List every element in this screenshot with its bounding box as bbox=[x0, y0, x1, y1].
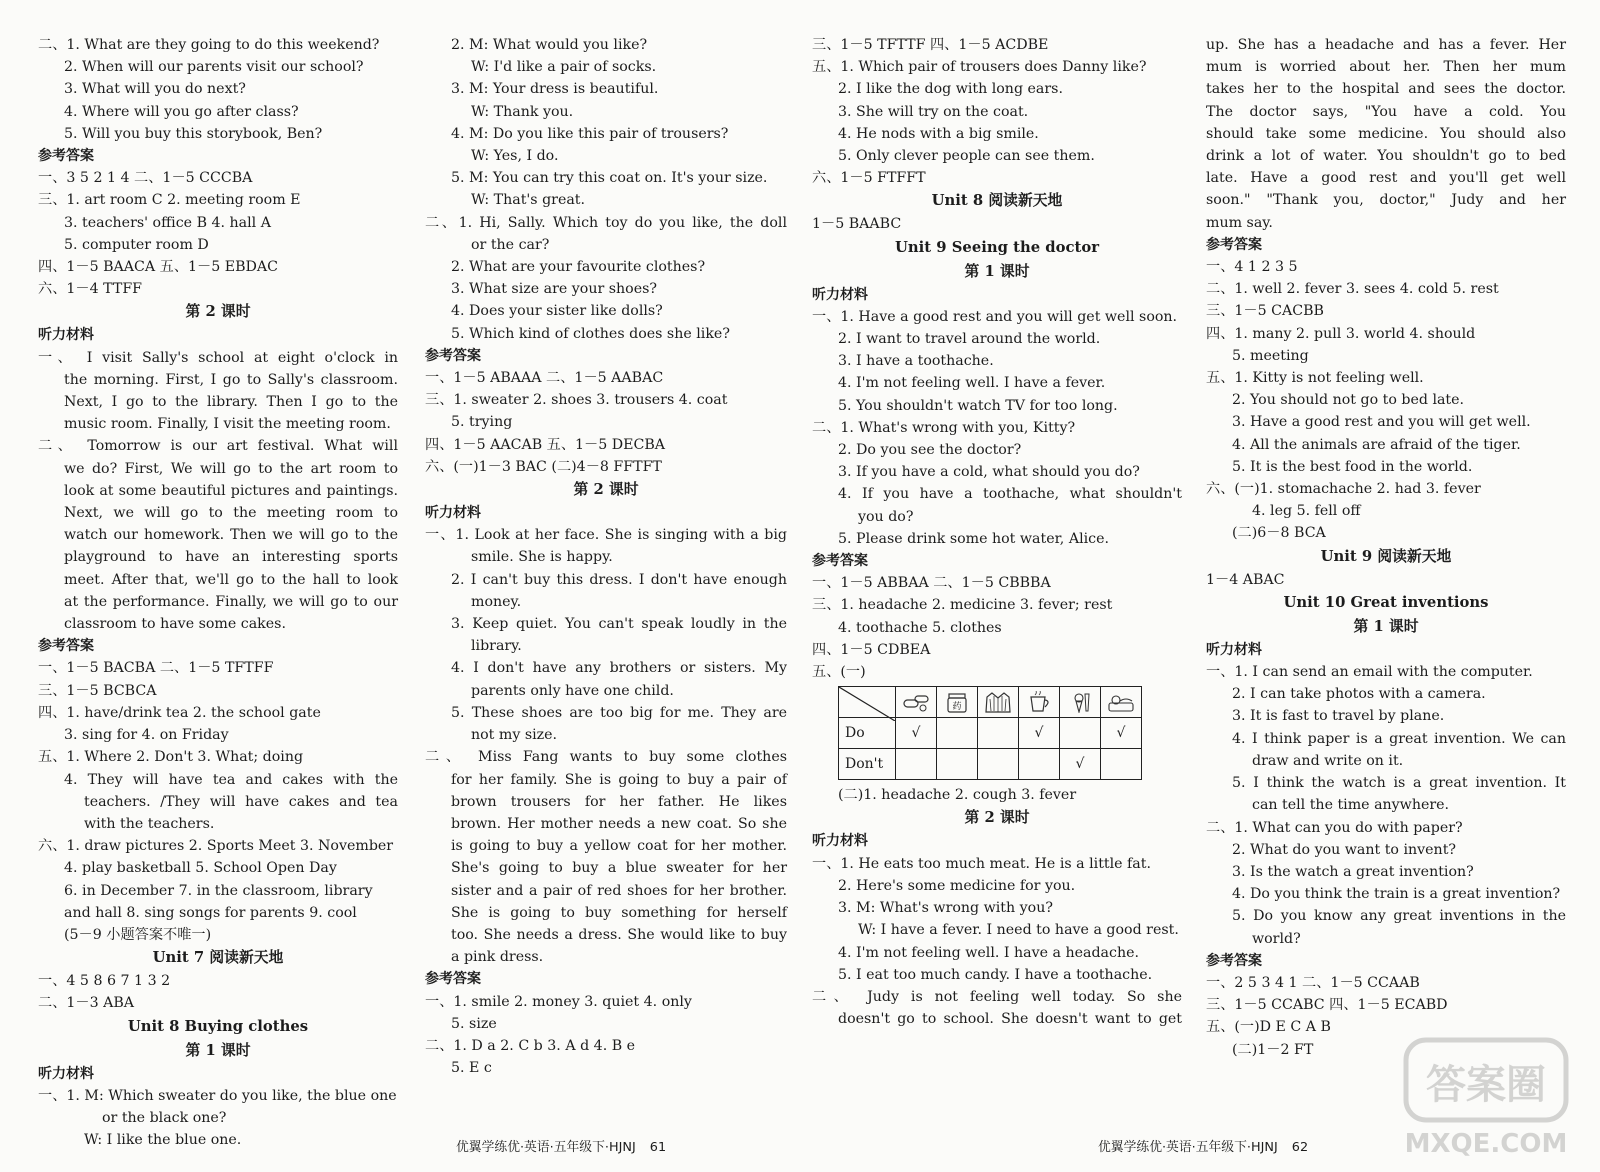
text-line: world? bbox=[1252, 930, 1301, 947]
text-line: look at some beautiful pictures and paintings. bbox=[64, 482, 398, 499]
text-line: 5. Only clever people can see them. bbox=[838, 148, 1095, 165]
row-label-dont: Don't bbox=[839, 749, 896, 780]
text-line: mum say. bbox=[1206, 214, 1273, 231]
text-line: 5. E c bbox=[451, 1060, 492, 1077]
text-line: 4. I think paper is a great invention. We can bbox=[1232, 730, 1566, 747]
text-line: 4. I'm not feeling well. I have a fever. bbox=[838, 375, 1106, 392]
text-line: and hall 8. sing songs for parents 9. cool bbox=[64, 904, 357, 921]
text-line: 六、(一)1. stomachache 2. had 3. fever bbox=[1206, 481, 1481, 498]
text-line: 2. You should not go to bed late. bbox=[1232, 392, 1465, 409]
text-line: teachers. /They will have cakes and tea bbox=[84, 793, 398, 810]
section-heading: 听力材料 bbox=[1206, 641, 1262, 658]
pic-cell-2 bbox=[937, 687, 978, 718]
do-dont-table bbox=[838, 686, 1142, 780]
section-heading: 参考答案 bbox=[38, 638, 94, 655]
column-4 bbox=[1206, 34, 1566, 1061]
section-title: Unit 8 Buying clothes bbox=[127, 1017, 309, 1035]
text-line: Next, I go to the library. Then I go to the bbox=[64, 394, 398, 411]
pic-cell-6 bbox=[1101, 687, 1142, 718]
text-line: 四、1－5 BAACA 五、1－5 EBDAC bbox=[38, 259, 279, 276]
text-line: is going to buy a yellow coat for her mother. bbox=[451, 838, 787, 855]
text-line: smile. She is happy. bbox=[471, 549, 613, 566]
column-3-top bbox=[812, 34, 1182, 683]
text-line: 六、1－5 FTFFT bbox=[812, 170, 926, 187]
text-line: She's going to buy a blue sweater for her bbox=[451, 860, 787, 877]
jacket-icon bbox=[983, 691, 1013, 713]
text-line: 5. These shoes are too big for me. They are bbox=[451, 704, 787, 721]
text-line: 5. computer room D bbox=[64, 236, 209, 253]
text-line: 2. Here's some medicine for you. bbox=[838, 877, 1076, 894]
text-line: 1－4 ABAC bbox=[1206, 571, 1285, 588]
text-line: 二、1. What are they going to do this weekend? bbox=[38, 37, 380, 53]
text-line: 2. Do you see the doctor? bbox=[838, 442, 1022, 459]
text-line: library. bbox=[471, 638, 522, 655]
sleeping-baby-icon bbox=[1106, 691, 1136, 713]
text-line: 五、1. Which pair of trousers does Danny like? bbox=[812, 59, 1147, 76]
section-heading: 听力材料 bbox=[425, 505, 481, 522]
text-line: (5－9 小题答案不唯一) bbox=[64, 926, 212, 943]
pic-cell-4 bbox=[1019, 687, 1060, 718]
page-number-left: 61 bbox=[649, 1140, 667, 1155]
text-line: 4. He nods with a big smile. bbox=[838, 125, 1039, 142]
section-heading: 参考答案 bbox=[38, 148, 94, 165]
text-line: 4. M: Do you like this pair of trousers? bbox=[451, 125, 729, 142]
text-line: 二、1－3 ABA bbox=[38, 995, 135, 1012]
section-heading: 听力材料 bbox=[38, 327, 94, 344]
text-line: W: Yes, I do. bbox=[471, 148, 559, 165]
check-cell: √ bbox=[1019, 718, 1060, 749]
check-cell bbox=[937, 749, 978, 780]
text-line: brown. Her mother needs a new coat. So she bbox=[451, 815, 787, 832]
text-line: 一、1. I can send an email with the computer. bbox=[1206, 664, 1533, 681]
text-line: watch our homework. Then we will go to the bbox=[64, 527, 398, 544]
text-line: 2. I want to travel around the world. bbox=[838, 331, 1101, 348]
text-line: 2. What do you want to invent? bbox=[1232, 841, 1457, 858]
text-line: 5. Which kind of clothes does she like? bbox=[451, 325, 730, 342]
text-line: 三、1－5 CCABC 四、1－5 ECABD bbox=[1206, 997, 1448, 1014]
text-line: 2. What are your favourite clothes? bbox=[451, 259, 706, 276]
text-line: 3. Have a good rest and you will get well. bbox=[1232, 414, 1531, 431]
text-line: 3. M: Your dress is beautiful. bbox=[451, 81, 659, 98]
text-line: 三、1. sweater 2. shoes 3. trousers 4. coat bbox=[425, 392, 728, 409]
text-line: with the teachers. bbox=[84, 815, 215, 832]
text-line: 3. M: What's wrong with you? bbox=[838, 900, 1053, 917]
text-line: 五、1. Kitty is not feeling well. bbox=[1206, 370, 1424, 387]
text-line: 3. sing for 4. on Friday bbox=[64, 727, 229, 744]
text-line: 一、1. Look at her face. She is singing with a big bbox=[425, 527, 787, 544]
text-line: 2. I like the dog with long ears. bbox=[838, 81, 1063, 98]
text-line: 一、 I visit Sally's school at eight o'clock in bbox=[38, 349, 398, 366]
section-heading: 参考答案 bbox=[1206, 952, 1262, 969]
text-line: 二、1. well 2. fever 3. sees 4. cold 5. rest bbox=[1206, 281, 1499, 298]
text-line: 六、1. draw pictures 2. Sports Meet 3. November bbox=[38, 838, 394, 855]
text-line: money. bbox=[471, 593, 522, 610]
check-cell bbox=[978, 749, 1019, 780]
text-line: should take some medicine. You should also bbox=[1206, 125, 1566, 142]
section-title: 第 2 课时 bbox=[185, 303, 251, 321]
text-line: 4. I don't have any brothers or sisters. My bbox=[451, 660, 787, 677]
text-line: late. Have a good rest and you'll get well bbox=[1206, 170, 1566, 187]
text-line: 四、1. many 2. pull 3. world 4. should bbox=[1206, 325, 1476, 342]
text-line: 五、(一) bbox=[812, 664, 866, 681]
text-line: you do? bbox=[858, 508, 914, 525]
text-line: parents only have one child. bbox=[471, 682, 674, 699]
text-line: up. She has a headache and has a fever. Her bbox=[1206, 37, 1566, 53]
text-line: 5. trying bbox=[451, 414, 513, 431]
footer-left-text: 优翼学练优·英语·五年级下·HJNJ bbox=[456, 1140, 636, 1155]
text-line: 4. Do you think the train is a great invention? bbox=[1232, 886, 1561, 903]
text-line: 三、1. art room C 2. meeting room E bbox=[38, 192, 301, 209]
text-line: 3. She will try on the coat. bbox=[838, 103, 1029, 120]
column-3-bottom bbox=[812, 784, 1182, 1030]
diagonal-corner-cell bbox=[839, 687, 896, 718]
diagonal-line bbox=[839, 687, 895, 721]
check-cell: √ bbox=[896, 718, 937, 749]
text-line: W: I have a fever. I need to have a good rest. bbox=[858, 922, 1179, 939]
pills-icon bbox=[901, 691, 931, 713]
text-line: 四、1－5 AACAB 五、1－5 DECBA bbox=[425, 436, 666, 453]
watermark-logo bbox=[1396, 1034, 1576, 1164]
text-line: 2. I can take photos with a camera. bbox=[1232, 686, 1486, 703]
section-heading: 听力材料 bbox=[38, 1065, 94, 1082]
text-line: 3. What size are your shoes? bbox=[451, 281, 658, 298]
text-line: 二、 Miss Fang wants to buy some clothes bbox=[425, 749, 787, 766]
text-line: 5. I think the watch is a great invention. It bbox=[1232, 775, 1566, 792]
text-line: for her family. She is going to buy a pair of bbox=[451, 771, 787, 788]
section-title: Unit 9 Seeing the doctor bbox=[895, 238, 1099, 256]
check-cell bbox=[978, 718, 1019, 749]
section-title: 第 1 课时 bbox=[1353, 617, 1419, 635]
text-line: 2. I can't buy this dress. I don't have enough bbox=[451, 571, 787, 588]
text-line: 4. I'm not feeling well. I have a headache. bbox=[838, 944, 1140, 961]
text-line: 2. When will our parents visit our school? bbox=[64, 59, 364, 76]
text-line: 3. I have a toothache. bbox=[838, 353, 994, 370]
text-line: 1－5 BAABC bbox=[812, 216, 902, 233]
text-line: 3. It is fast to travel by plane. bbox=[1232, 708, 1445, 725]
column-1 bbox=[38, 34, 398, 1151]
section-title: 第 1 课时 bbox=[185, 1041, 251, 1059]
check-cell bbox=[1019, 749, 1060, 780]
text-line: (二)1. headache 2. cough 3. fever bbox=[838, 787, 1077, 804]
text-line: 二、 Judy is not feeling well today. So she bbox=[812, 988, 1182, 1005]
section-heading: 听力材料 bbox=[812, 286, 868, 303]
text-line: music room. Finally, I visit the meeting room. bbox=[64, 416, 391, 433]
text-line: (二)1－2 FT bbox=[1232, 1041, 1314, 1058]
text-line: 五、1. Where 2. Don't 3. What; doing bbox=[38, 749, 304, 766]
medicine-jar-icon bbox=[942, 691, 972, 713]
text-line: Next, we will go to the meeting room to bbox=[64, 505, 398, 522]
text-line: too. She needs a dress. She would like to buy bbox=[451, 926, 787, 943]
text-line: 3. If you have a cold, what should you do? bbox=[838, 464, 1140, 481]
section-heading: 参考答案 bbox=[812, 553, 868, 570]
column-2 bbox=[425, 34, 787, 1079]
pic-cell-1 bbox=[896, 687, 937, 718]
text-line: 3. Is the watch a great invention? bbox=[1232, 863, 1474, 880]
section-title: 第 2 课时 bbox=[573, 481, 639, 499]
text-line: at the performance. Finally, we will go to our bbox=[64, 593, 398, 610]
text-line: drink a lot of water. You shouldn't go to bed bbox=[1206, 148, 1566, 165]
text-line: or the car? bbox=[471, 236, 550, 253]
check-cell bbox=[937, 718, 978, 749]
section-title: 第 1 课时 bbox=[964, 262, 1030, 280]
text-line: 二、1. What's wrong with you, Kitty? bbox=[812, 419, 1076, 436]
ice-cream-icon bbox=[1065, 691, 1095, 713]
text-line: 4. play basketball 5. School Open Day bbox=[64, 860, 337, 877]
pic-cell-5 bbox=[1060, 687, 1101, 718]
text-line: or the black one? bbox=[102, 1109, 227, 1126]
section-title: Unit 10 Great inventions bbox=[1283, 593, 1489, 611]
section-heading: 参考答案 bbox=[1206, 236, 1262, 253]
text-line: 一、1. Have a good rest and you will get well soon. bbox=[812, 308, 1178, 325]
text-line: W: I'd like a pair of socks. bbox=[471, 59, 657, 76]
check-cell: √ bbox=[1101, 718, 1142, 749]
text-line: takes her to the hospital and sees the doctor. bbox=[1206, 81, 1566, 98]
text-line: 一、4 1 2 3 5 bbox=[1206, 259, 1298, 276]
text-line: 一、4 5 8 6 7 1 3 2 bbox=[38, 973, 171, 990]
text-line: The doctor says, "You have a cold. You bbox=[1206, 103, 1566, 120]
text-line: playground to have an interesting sports bbox=[64, 549, 398, 566]
text-line: W: I like the blue one. bbox=[84, 1132, 242, 1149]
text-line: 一、3 5 2 1 4 二、1－5 CCCBA bbox=[38, 170, 253, 187]
text-line: 二、1. What can you do with paper? bbox=[1206, 819, 1463, 836]
table-row-dont bbox=[839, 749, 1142, 780]
text-line: 3. Keep quiet. You can't speak loudly in the bbox=[451, 616, 787, 633]
text-line: not my size. bbox=[471, 727, 558, 744]
text-line: 4. All the animals are afraid of the tiger. bbox=[1232, 436, 1521, 453]
section-heading: 参考答案 bbox=[425, 347, 481, 364]
text-line: soon." "Thank you, doctor," Judy and her bbox=[1206, 192, 1566, 209]
text-line: 2. M: What would you like? bbox=[451, 37, 648, 53]
text-line: 3. What will you do next? bbox=[64, 81, 246, 98]
text-line: 一、1－5 ABBAA 二、1－5 CBBBA bbox=[812, 575, 1051, 592]
text-line: 二、1. Hi, Sally. Which toy do you like, the doll bbox=[425, 214, 787, 231]
section-title: Unit 9 阅读新天地 bbox=[1320, 547, 1452, 565]
footer-right bbox=[1098, 1136, 1308, 1155]
footer-right-text: 优翼学练优·英语·五年级下·HJNJ bbox=[1098, 1140, 1278, 1155]
text-line: 4. Does your sister like dolls? bbox=[451, 303, 663, 320]
text-line: She is going to buy something for herself bbox=[451, 904, 787, 921]
table-header-row bbox=[839, 687, 1142, 718]
text-line: a pink dress. bbox=[451, 949, 544, 966]
check-cell bbox=[1101, 749, 1142, 780]
text-line: 5. It is the best food in the world. bbox=[1232, 458, 1473, 475]
text-line: (二)6－8 BCA bbox=[1232, 525, 1326, 542]
text-line: 四、1. have/drink tea 2. the school gate bbox=[38, 704, 321, 721]
text-line: 5. size bbox=[451, 1015, 497, 1032]
text-line: 4. Where will you go after class? bbox=[64, 103, 299, 120]
cup-icon bbox=[1024, 691, 1054, 713]
jar-label: 药 bbox=[952, 702, 962, 713]
text-line: 4. leg 5. fell off bbox=[1252, 503, 1361, 520]
text-line: 四、1－5 CDBEA bbox=[812, 641, 931, 658]
text-line: 4. They will have tea and cakes with the bbox=[64, 771, 398, 788]
watermark-url: MXQE.COM bbox=[1404, 1129, 1568, 1159]
text-line: 5. Do you know any great inventions in the bbox=[1232, 908, 1566, 925]
text-line: 5. Please drink some hot water, Alice. bbox=[838, 530, 1110, 547]
text-line: W: That's great. bbox=[471, 192, 586, 209]
column-3 bbox=[812, 34, 1182, 1030]
text-line: 六、1－4 TTFF bbox=[38, 281, 143, 298]
section-title: 第 2 课时 bbox=[964, 809, 1030, 827]
text-line: 一、1－5 BACBA 二、1－5 TFTFF bbox=[38, 660, 274, 677]
text-line: 5. Will you buy this storybook, Ben? bbox=[64, 125, 323, 142]
text-line: classroom to have some cakes. bbox=[64, 616, 286, 633]
text-line: 4. If you have a toothache, what shouldn't bbox=[838, 486, 1182, 503]
section-heading: 听力材料 bbox=[812, 833, 868, 850]
text-line: 5. I eat too much candy. I have a toothache. bbox=[838, 966, 1153, 983]
text-line: 六、(一)1－3 BAC (二)4－8 FFTFT bbox=[425, 458, 662, 475]
text-line: brown trousers for her father. He likes bbox=[451, 793, 787, 810]
row-label-do: Do bbox=[839, 718, 896, 749]
text-line: 三、1－5 BCBCA bbox=[38, 682, 157, 699]
text-line: draw and write on it. bbox=[1252, 752, 1404, 769]
text-line: 二、 Tomorrow is our art festival. What will bbox=[38, 438, 398, 455]
text-line: 5. M: You can try this coat on. It's your size. bbox=[451, 170, 768, 187]
check-cell bbox=[896, 749, 937, 780]
text-line: doesn't go to school. She doesn't want to get bbox=[838, 1011, 1182, 1028]
section-title: Unit 8 阅读新天地 bbox=[931, 192, 1063, 210]
text-line: 三、1－5 TFTTF 四、1－5 ACDBE bbox=[812, 37, 1049, 53]
text-line: mum is worried about her. Then her mum bbox=[1206, 59, 1566, 76]
footer-left bbox=[456, 1136, 666, 1155]
text-line: meet. After that, we'll go to the hall to look bbox=[64, 571, 398, 588]
text-line: sister and a pair of red shoes for her brother. bbox=[451, 882, 787, 899]
text-line: 3. teachers' office B 4. hall A bbox=[64, 214, 271, 231]
text-line: 五、(一)D E C A B bbox=[1206, 1019, 1331, 1036]
pic-cell-3 bbox=[978, 687, 1019, 718]
text-line: 三、1. headache 2. medicine 3. fever; rest bbox=[812, 597, 1113, 614]
check-cell: √ bbox=[1060, 749, 1101, 780]
text-line: 三、1－5 CACBB bbox=[1206, 303, 1324, 320]
text-line: we do? First, We will go to the art room to bbox=[64, 460, 398, 477]
text-line: can tell the time anywhere. bbox=[1252, 797, 1450, 814]
watermark-stamp-icon bbox=[1396, 1034, 1576, 1164]
text-line: 二、1. D a 2. C b 3. A d 4. B e bbox=[425, 1037, 636, 1054]
text-line: 一、1－5 ABAAA 二、1－5 AABAC bbox=[425, 370, 664, 387]
text-line: 一、1. He eats too much meat. He is a little fat. bbox=[812, 855, 1151, 872]
watermark-cn: 答案圈 bbox=[1426, 1062, 1546, 1108]
text-line: W: Thank you. bbox=[471, 103, 574, 120]
check-cell bbox=[1060, 718, 1101, 749]
text-line: 一、1. M: Which sweater do you like, the blue one bbox=[38, 1087, 397, 1104]
text-line: 5. You shouldn't watch TV for too long. bbox=[838, 397, 1118, 414]
section-heading: 参考答案 bbox=[425, 971, 481, 988]
section-title: Unit 7 阅读新天地 bbox=[152, 949, 284, 967]
text-line: 6. in December 7. in the classroom, library bbox=[64, 882, 373, 899]
text-line: the morning. First, I go to Sally's classroom. bbox=[64, 371, 398, 388]
text-line: 4. toothache 5. clothes bbox=[838, 619, 1002, 636]
page-number-right: 62 bbox=[1291, 1140, 1309, 1155]
text-line: 一、1. smile 2. money 3. quiet 4. only bbox=[425, 993, 692, 1010]
table-row-do bbox=[839, 718, 1142, 749]
text-line: 一、2 5 3 4 1 二、1－5 CCAAB bbox=[1206, 974, 1420, 991]
text-line: 5. meeting bbox=[1232, 347, 1309, 364]
